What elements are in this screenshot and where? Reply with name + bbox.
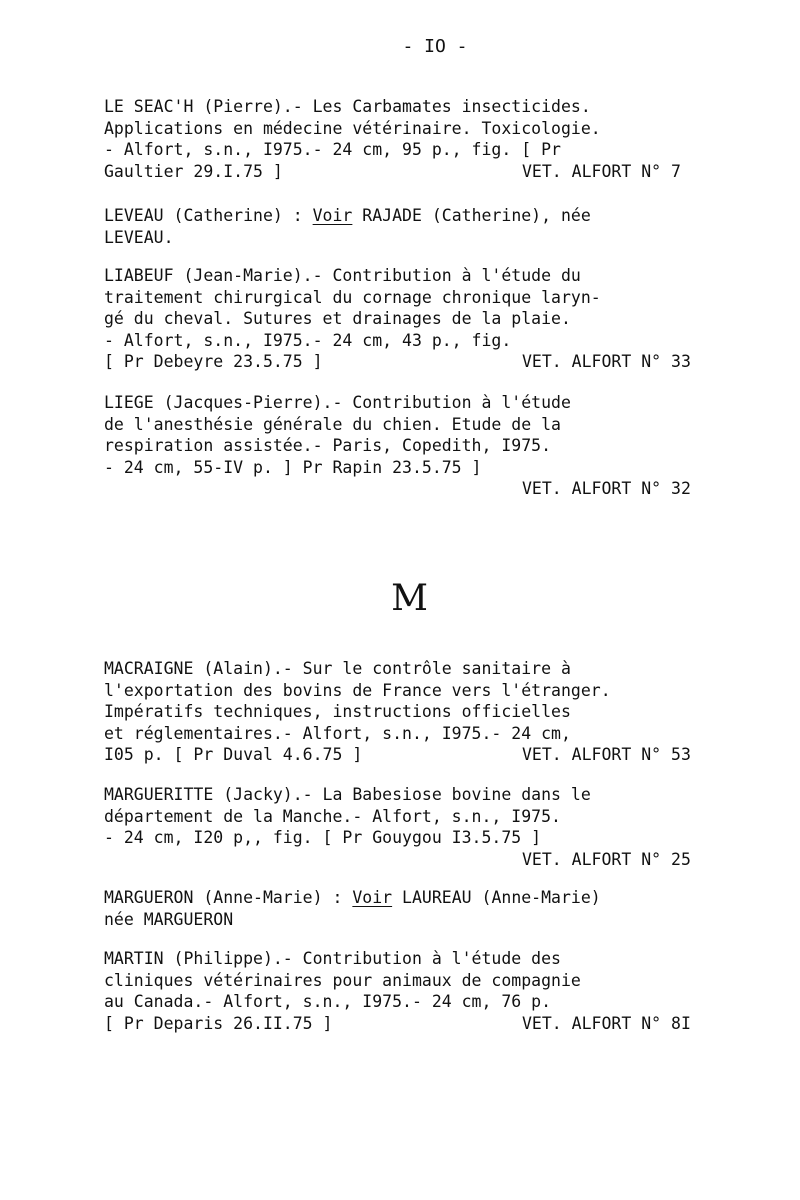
entry-line: LEVEAU. [104,227,174,247]
entry-line: traitement chirurgical du cornage chronique laryn- [104,287,601,307]
entry-line: Applications en médecine vétérinaire. Toxicologie. [104,118,601,138]
entry-name: MARGUERON (Anne-Marie) : [104,888,353,907]
call-number: VET. ALFORT N° 25 [522,849,691,869]
entry-name: LEVEAU (Catherine) : [104,206,313,225]
entry-line: LIABEUF (Jean-Marie).- Contribution à l'étude du [104,266,581,285]
call-number: VET. ALFORT N° 33 [522,352,691,371]
entry-line: LIEGE (Jacques-Pierre).- Contribution à l'étude [104,393,571,412]
bibliography-entry [104,392,704,500]
entry-line: née MARGUERON [104,909,234,929]
call-number: VET. ALFORT N° 32 [522,479,691,498]
bibliography-entry [104,658,704,766]
entry-line: et réglementaires.- Alfort, s.n., I975.- 24 cm, [104,723,571,743]
entry-line: gé du cheval. Sutures et drainages de la plaie. [104,309,571,328]
entry-line: cliniques vétérinaires pour animaux de compagnie [104,970,581,990]
call-number: VET. ALFORT N° 53 [522,745,691,764]
entry-line: respiration assistée.- Paris, Copedith, I975. [104,436,552,455]
entry-line: - Alfort, s.n., I975.- 24 cm, 95 p., fig. [ Pr [104,140,561,159]
bibliography-entry [104,265,704,373]
entry-line: - 24 cm, 55-IV p. ] Pr Rapin 23.5.75 ] [104,457,482,477]
section-letter: M [391,578,429,619]
call-number: VET. ALFORT N° 8I [522,1013,691,1033]
entry-line: - Alfort, s.n., I975.- 24 cm, 43 p., fig. [104,330,512,350]
cross-reference-entry [104,887,704,930]
entry-last-line [104,744,704,766]
entry-last-line [104,849,704,871]
bibliography-entry [104,96,704,182]
entry-line: de l'anesthésie générale du chien. Etude de la [104,414,561,434]
entry-last-line [104,161,704,183]
entry-line: l'exportation des bovins de France vers l'étranger. [104,680,611,700]
entry-line: Gaultier 29.I.75 ] [104,161,283,181]
voir-reference: Voir [312,206,353,225]
entry-line: - 24 cm, I20 p,, fig. [ Pr Gouygou I3.5.75 ] [104,828,542,847]
page-number: - IO - [402,36,468,57]
entry-reference: RAJADE (Catherine), née [352,206,591,225]
entry-line: département de la Manche.- Alfort, s.n., I975. [104,806,561,826]
entry-line: au Canada.- Alfort, s.n., I975.- 24 cm, 76 p. [104,992,552,1011]
entry-line: MARTIN (Philippe).- Contribution à l'étude des [104,949,561,968]
bibliography-entry [104,948,704,1034]
entry-line: MARGUERITTE (Jacky).- La Babesiose bovine dans le [104,785,591,804]
voir-reference: Voir [352,888,393,907]
entry-line [104,887,704,909]
entry-line: MACRAIGNE (Alain).- Sur le contrôle sanitaire à [104,659,571,678]
entry-reference: LAUREAU (Anne-Marie) [392,888,601,907]
entry-last-line [104,1013,704,1035]
cross-reference-entry [104,205,704,248]
entry-line: [ Pr Deparis 26.II.75 ] [104,1013,333,1033]
entry-line: Impératifs techniques, instructions officielles [104,702,571,721]
entry-line: I05 p. [ Pr Duval 4.6.75 ] [104,745,363,764]
entry-line: LE SEAC'H (Pierre).- Les Carbamates insecticides. [104,97,591,116]
call-number: VET. ALFORT N° 7 [522,161,681,181]
entry-last-line [104,478,704,500]
entry-line: [ Pr Debeyre 23.5.75 ] [104,352,323,371]
entry-last-line [104,351,704,373]
entry-line [104,205,704,227]
bibliography-entry [104,784,704,870]
